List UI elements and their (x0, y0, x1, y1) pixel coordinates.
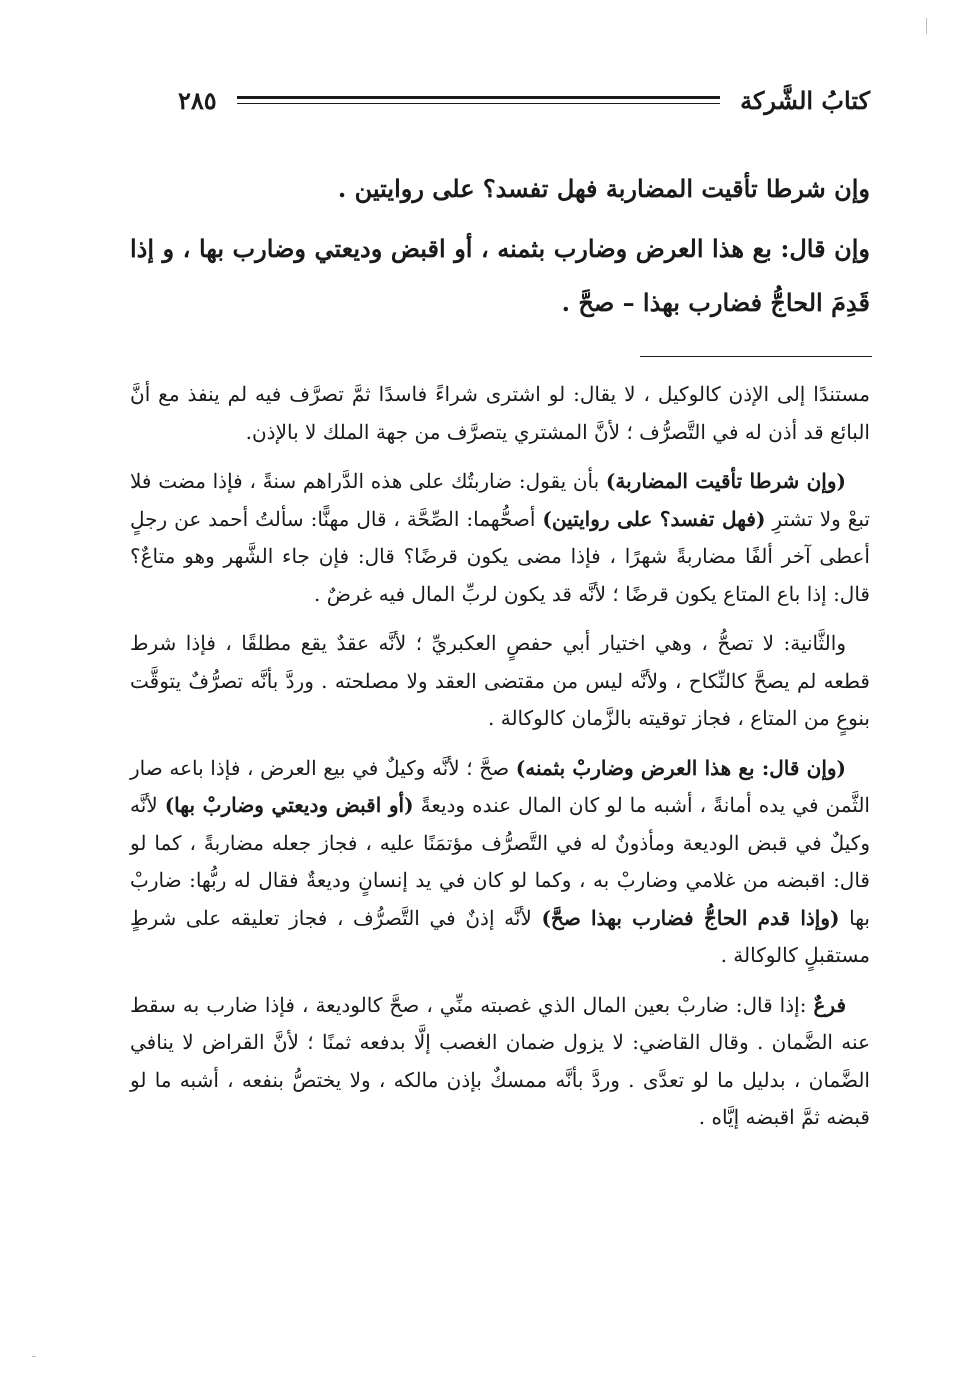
footnote-separator (640, 356, 872, 357)
commentary-text: بأن يقول: ضاربتُك على هذه الدَّراهم سنةً ، فإذا مضت فلا تبعْ ولا تشترِ (130, 469, 870, 531)
page-number: ٢٨٥ (178, 85, 217, 115)
main-text-line: وإن شرطا تأقيت المضاربة فهل تفسد؟ على روايتين . (337, 174, 870, 203)
quoted-matn: (وإن شرطا تأقيت المضاربة) (605, 469, 846, 493)
quoted-matn: (أو اقبض وديعتي وضاربْ بها) (164, 793, 414, 817)
commentary-text: أصحُّهما: الصِّحَّة ، قال مهنًّا: سألتُ أحمد عن رجلٍ أعطى آخر ألفًا مضاربةً شهرًا ، فإذا مضى يكون قرضًا؟ قال: فإن جاء الشَّهر وهو متاعٌ؟ قال: إذا باع المتاع يكون قرضًا ؛ لأنَّه قد يكون لربِّ المال فيه غرضٌ . (130, 506, 870, 606)
commentary-paragraph (130, 750, 870, 975)
quoted-matn: (وإن قال: بع هذا العرض وضاربْ بثمنه) (515, 755, 846, 780)
main-text-line: وإن قال: بع هذا العرض وضارب بثمنه ، أو اقبض وديعتي وضارب بها ، و إذا قَدِمَ الحاجُّ فضارب بهذا – صحَّ . (130, 234, 870, 317)
header-rule (237, 96, 720, 104)
main-text (130, 162, 870, 336)
commentary-text: لأنَّه وكيلٌ في قبض الوديعة ومأذونٌ له في التَّصرُّف مؤتمَنًا عليه ، فجاز جعله مضاربةً ، كما لو قال: اقبضه من غلامي وضاربْ به ، وكما لو كان في يد إنسانٍ وديعةٌ فقال له ربُّها: ضاربْ بها (130, 793, 870, 930)
running-header (178, 80, 870, 120)
scan-edge-mark (926, 18, 927, 34)
quoted-matn: (وإذا قدم الحاجُّ فضارب بهذا صحَّ) (541, 905, 840, 930)
commentary-text: صحَّ ؛ لأنَّه وكيلٌ في بيع العرض ، فإذا باعه صار الثَّمن في يده أمانةً ، أشبه ما لو كان المال عنده وديعةً (130, 755, 870, 817)
commentary (130, 376, 870, 1149)
commentary-paragraph (130, 987, 870, 1137)
scan-edge-mark (32, 1356, 36, 1357)
quoted-matn: (فهل تفسد؟ على روايتين) (542, 506, 766, 531)
commentary-text: :إذا قال: ضاربْ بعين المال الذي غصبته منِّي ، صحَّ كالوديعة ، فإذا ضارب به سقط عنه الضَّمان . وقال القاضي: لا يزول ضمان الغصب إلَّا بدفعه ثمنًا ؛ لأنَّ القراض لا ينافي الضَّمان ، بدليل ما لو تعدَّى . وردَّ بأنَّه ممسكٌ بإذن مالكه ، ولا يختصُّ بنفعه ، أشبه ما لو قبضه ثمَّ اقبضه إيَّاه . (130, 992, 870, 1129)
commentary-paragraph (130, 463, 870, 613)
commentary-paragraph: مستندًا إلى الإذن كالوكيل ، لا يقال: لو اشترى شراءً فاسدًا ثمَّ تصرَّف فيه لم ينفذ مع أنَّ البائع قد أذن له في التَّصرُّف ؛ لأنَّ المشتري يتصرَّف من جهة الملك لا بالإذن. (130, 382, 870, 444)
commentary-paragraph: والثَّانية: لا تصحُّ ، وهي اختيار أبي حفصٍ العكبريِّ ؛ لأنَّه عقدٌ يقع مطلقًا ، فإذا شرط قطعه لم يصحَّ كالنِّكاح ، ولأنَّه ليس من مقتضى العقد ولا مصلحته . وردَّ بأنَّه تصرُّفٌ يتوقَّت بنوعٍ من المتاع ، فجاز توقيته بالزَّمان كالوكالة . (130, 631, 870, 730)
commentary-text: لأنَّه إذنٌ في التَّصرُّف ، فجاز تعليقه على شرطٍ مستقبلٍ كالوكالة . (130, 905, 870, 967)
section-label: فرعٌ (813, 992, 846, 1017)
header-title: كتابُ الشَّركة (740, 85, 870, 115)
